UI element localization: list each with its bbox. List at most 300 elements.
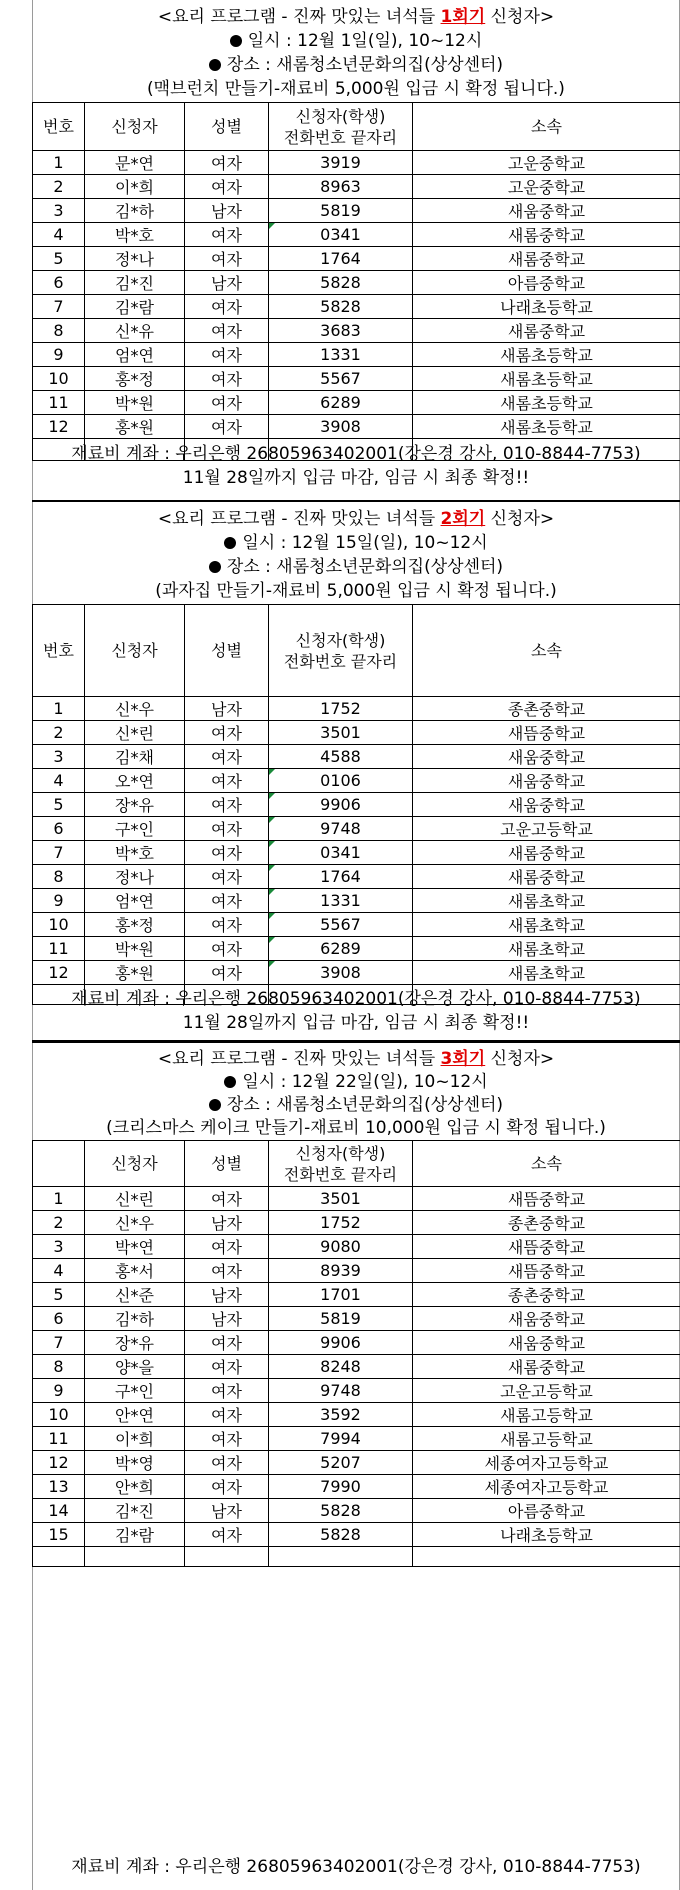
cell-number[interactable]: 8 (33, 865, 85, 889)
table-row (33, 961, 680, 985)
table-row (33, 1211, 680, 1235)
cell-gender[interactable]: 여자 (185, 721, 269, 745)
cell-phone[interactable]: 5567 (269, 913, 413, 937)
cell-affiliation[interactable]: 새움중학교 (413, 1307, 680, 1331)
cell-number[interactable]: 11 (33, 937, 85, 961)
cell-applicant[interactable]: 안*연 (85, 1403, 185, 1427)
cell-gender[interactable]: 여자 (185, 1451, 269, 1475)
date-text: 일시 : 12월 1일(일), 10~12시 (247, 31, 483, 51)
cell-affiliation[interactable]: 새롬중학교 (413, 223, 680, 247)
cell-gender[interactable]: 여자 (185, 793, 269, 817)
table-row (33, 1427, 680, 1451)
table-row (33, 1451, 680, 1475)
cell-gender[interactable]: 여자 (185, 343, 269, 367)
session-number-highlight: 1회기 (440, 7, 486, 27)
cell-number[interactable]: 4 (33, 769, 85, 793)
table-row (33, 1283, 680, 1307)
place-text: 장소 : 새롬청소년문화의집(상상센터) (226, 557, 504, 577)
cell-number[interactable]: 9 (33, 343, 85, 367)
cell-gender[interactable]: 여자 (185, 1475, 269, 1499)
cell-applicant[interactable]: 이*희 (85, 1427, 185, 1451)
cell-number[interactable]: 12 (33, 1451, 85, 1475)
table-blank-row (33, 1547, 680, 1567)
cell-applicant[interactable]: 홍*원 (85, 415, 185, 439)
cell-gender[interactable]: 여자 (185, 745, 269, 769)
cell-number[interactable]: 12 (33, 415, 85, 439)
session-number-highlight: 3회기 (440, 1049, 486, 1069)
cell-gender[interactable]: 여자 (185, 1235, 269, 1259)
cell-applicant[interactable]: 정*나 (85, 865, 185, 889)
cell-number[interactable]: 1 (33, 1187, 85, 1211)
date-text: 일시 : 12월 15일(일), 10~12시 (242, 533, 488, 553)
cell-phone[interactable]: 5828 (269, 295, 413, 319)
cell-affiliation[interactable]: 고운고등학교 (413, 817, 680, 841)
cell-empty[interactable] (269, 1547, 413, 1567)
cell-gender[interactable]: 여자 (185, 223, 269, 247)
cell-applicant[interactable]: 박*원 (85, 391, 185, 415)
cell-applicant[interactable]: 신*유 (85, 319, 185, 343)
cell-affiliation[interactable]: 새움중학교 (413, 745, 680, 769)
cell-phone[interactable]: 5828 (269, 271, 413, 295)
cell-number[interactable]: 2 (33, 1211, 85, 1235)
cell-affiliation[interactable]: 새롬초학교 (413, 889, 680, 913)
account-info: 재료비 계좌 : 우리은행 26805963402001(강은경 강사, 010-8844-7753) (71, 444, 641, 464)
cell-applicant[interactable]: 정*나 (85, 247, 185, 271)
cell-applicant[interactable]: 김*하 (85, 1307, 185, 1331)
cell-phone[interactable]: 5819 (269, 199, 413, 223)
cell-phone[interactable]: 9906 (269, 1331, 413, 1355)
table-row (33, 319, 680, 343)
cell-number[interactable]: 3 (33, 745, 85, 769)
cell-gender[interactable]: 여자 (185, 415, 269, 439)
header-number[interactable]: 번호 (33, 605, 85, 697)
cell-phone[interactable]: 5567 (269, 367, 413, 391)
table-row (33, 1499, 680, 1523)
table-row (33, 1187, 680, 1211)
cell-number[interactable]: 1 (33, 697, 85, 721)
cell-affiliation[interactable]: 종촌중학교 (413, 697, 680, 721)
payment-deadline: 11월 28일까지 입금 마감, 임금 시 최종 확정!! (182, 1013, 530, 1033)
cell-applicant[interactable]: 신*린 (85, 1187, 185, 1211)
session-date (32, 530, 680, 556)
cell-phone[interactable]: 0341 (269, 841, 413, 865)
cell-gender[interactable]: 여자 (185, 175, 269, 199)
cell-affiliation[interactable]: 새뜸중학교 (413, 721, 680, 745)
cell-number[interactable]: 3 (33, 1235, 85, 1259)
table-row (33, 1259, 680, 1283)
header-phone-line1: 신청자(학생) (295, 106, 386, 126)
payment-deadline: 11월 28일까지 입금 마감, 임금 시 최종 확정!! (182, 468, 530, 488)
cell-number[interactable]: 1 (33, 151, 85, 175)
cell-phone[interactable]: 3683 (269, 319, 413, 343)
header-applicant[interactable]: 신청자 (85, 1141, 185, 1187)
cell-applicant[interactable]: 김*람 (85, 1523, 185, 1547)
cell-empty[interactable] (413, 1547, 680, 1567)
cell-number[interactable]: 10 (33, 913, 85, 937)
header-phone-line2: 전화번호 끝자리 (283, 127, 398, 147)
table-row (33, 1523, 680, 1547)
header-affiliation[interactable]: 소속 (413, 103, 680, 151)
cell-number[interactable]: 13 (33, 1475, 85, 1499)
header-number[interactable] (33, 1141, 85, 1187)
cell-affiliation[interactable]: 새롬초학교 (413, 913, 680, 937)
header-phone[interactable] (269, 1141, 413, 1187)
cell-gender[interactable]: 여자 (185, 937, 269, 961)
cell-gender[interactable]: 여자 (185, 1379, 269, 1403)
cell-applicant[interactable]: 홍*정 (85, 913, 185, 937)
bullet-icon (230, 35, 242, 47)
session-number-highlight: 2회기 (440, 509, 486, 529)
cell-gender[interactable]: 여자 (185, 841, 269, 865)
cell-gender[interactable]: 남자 (185, 1307, 269, 1331)
cell-gender[interactable]: 여자 (185, 391, 269, 415)
cell-phone[interactable]: 1752 (269, 1211, 413, 1235)
session-note: (크리스마스 케이크 만들기-재료비 10,000원 입금 시 확정 됩니다.) (106, 1118, 606, 1138)
cell-number[interactable]: 9 (33, 1379, 85, 1403)
cell-applicant[interactable]: 박*호 (85, 841, 185, 865)
cell-gender[interactable]: 여자 (185, 1187, 269, 1211)
cell-affiliation[interactable]: 고운중학교 (413, 175, 680, 199)
cell-affiliation[interactable]: 종촌중학교 (413, 1283, 680, 1307)
bullet-icon (224, 1076, 236, 1088)
cell-applicant[interactable]: 박*연 (85, 1235, 185, 1259)
cell-gender[interactable]: 여자 (185, 1403, 269, 1427)
cell-gender[interactable]: 남자 (185, 199, 269, 223)
cell-applicant[interactable]: 구*인 (85, 817, 185, 841)
title-suffix: 신청자> (485, 1049, 555, 1069)
header-phone-line2: 전화번호 끝자리 (283, 1164, 398, 1184)
place-text: 장소 : 새롬청소년문화의집(상상센터) (226, 1095, 504, 1115)
cell-phone[interactable]: 0341 (269, 223, 413, 247)
cell-affiliation[interactable]: 새롬고등학교 (413, 1427, 680, 1451)
cell-affiliation[interactable]: 새롬초등학교 (413, 367, 680, 391)
cell-phone[interactable]: 3501 (269, 1187, 413, 1211)
cell-phone[interactable]: 1701 (269, 1283, 413, 1307)
cell-applicant[interactable]: 이*희 (85, 175, 185, 199)
cell-affiliation[interactable]: 새움중학교 (413, 769, 680, 793)
cell-affiliation[interactable]: 새롬초학교 (413, 961, 680, 985)
cell-phone[interactable]: 8939 (269, 1259, 413, 1283)
table-header-row (33, 103, 680, 151)
place-text: 장소 : 새롬청소년문화의집(상상센터) (226, 55, 504, 75)
cell-phone[interactable]: 3908 (269, 961, 413, 985)
table-row (33, 415, 680, 439)
header-phone-line1: 신청자(학생) (295, 1143, 386, 1163)
table-row (33, 199, 680, 223)
header-applicant[interactable]: 신청자 (85, 605, 185, 697)
table-row (33, 391, 680, 415)
table-row (33, 271, 680, 295)
cell-affiliation[interactable]: 새롬초학교 (413, 937, 680, 961)
cell-empty[interactable] (33, 1547, 85, 1567)
cell-applicant[interactable]: 엄*연 (85, 889, 185, 913)
bullet-icon (209, 59, 221, 71)
cell-affiliation[interactable]: 새뜸중학교 (413, 1235, 680, 1259)
table-row (33, 295, 680, 319)
cell-number[interactable]: 11 (33, 391, 85, 415)
cell-phone[interactable]: 9906 (269, 793, 413, 817)
cell-affiliation[interactable]: 새움중학교 (413, 793, 680, 817)
cell-applicant[interactable]: 김*진 (85, 1499, 185, 1523)
table-row (33, 151, 680, 175)
table-row (33, 1235, 680, 1259)
cell-applicant[interactable]: 신*우 (85, 1211, 185, 1235)
cell-gender[interactable]: 여자 (185, 319, 269, 343)
header-phone-line2: 전화번호 끝자리 (283, 651, 398, 671)
table-row (33, 913, 680, 937)
cell-phone[interactable]: 1764 (269, 865, 413, 889)
cell-empty[interactable] (185, 1547, 269, 1567)
cell-affiliation[interactable]: 새롬중학교 (413, 841, 680, 865)
table-row (33, 367, 680, 391)
cell-number[interactable]: 12 (33, 961, 85, 985)
cell-gender[interactable]: 남자 (185, 1211, 269, 1235)
cell-empty[interactable] (85, 1547, 185, 1567)
cell-gender[interactable]: 여자 (185, 913, 269, 937)
cell-phone[interactable]: 3908 (269, 415, 413, 439)
cell-gender[interactable]: 여자 (185, 1355, 269, 1379)
cell-affiliation[interactable]: 새롬초등학교 (413, 343, 680, 367)
cell-phone[interactable]: 6289 (269, 937, 413, 961)
cell-phone[interactable]: 1331 (269, 343, 413, 367)
cell-number[interactable]: 11 (33, 1427, 85, 1451)
cell-number[interactable]: 15 (33, 1523, 85, 1547)
cell-gender[interactable]: 여자 (185, 295, 269, 319)
session-note: (맥브런치 만들기-재료비 5,000원 입금 시 확정 됩니다.) (147, 79, 565, 99)
cell-number[interactable]: 9 (33, 889, 85, 913)
cell-applicant[interactable]: 양*을 (85, 1355, 185, 1379)
header-affiliation[interactable]: 소속 (413, 1141, 680, 1187)
cell-applicant[interactable]: 박*원 (85, 937, 185, 961)
header-gender[interactable]: 성별 (185, 103, 269, 151)
table-row (33, 1403, 680, 1427)
cell-affiliation[interactable]: 세종여자고등학교 (413, 1451, 680, 1475)
cell-number[interactable]: 2 (33, 175, 85, 199)
cell-affiliation[interactable]: 새움중학교 (413, 199, 680, 223)
account-info: 재료비 계좌 : 우리은행 26805963402001(강은경 강사, 010-8844-7753) (71, 1857, 641, 1877)
cell-gender[interactable]: 여자 (185, 889, 269, 913)
header-number[interactable]: 번호 (33, 103, 85, 151)
cell-number[interactable]: 5 (33, 247, 85, 271)
cell-gender[interactable]: 남자 (185, 1499, 269, 1523)
cell-applicant[interactable]: 김*진 (85, 271, 185, 295)
cell-gender[interactable]: 남자 (185, 1283, 269, 1307)
cell-applicant[interactable]: 박*영 (85, 1451, 185, 1475)
cell-gender[interactable]: 여자 (185, 769, 269, 793)
cell-phone[interactable]: 9748 (269, 817, 413, 841)
title-prefix: <요리 프로그램 - 진짜 맛있는 녀석들 (157, 509, 441, 529)
cell-affiliation[interactable]: 새움중학교 (413, 1331, 680, 1355)
applicant-table (32, 1140, 680, 1567)
cell-applicant[interactable]: 박*호 (85, 223, 185, 247)
applicant-table (32, 102, 680, 461)
bullet-icon (209, 561, 221, 573)
session-title (32, 506, 680, 532)
cell-phone[interactable]: 5207 (269, 1451, 413, 1475)
table-header-row (33, 1141, 680, 1187)
table-row (33, 745, 680, 769)
session-place (32, 52, 680, 78)
session-title (32, 4, 680, 30)
cell-applicant[interactable]: 홍*서 (85, 1259, 185, 1283)
cell-gender[interactable]: 여자 (185, 367, 269, 391)
cell-applicant[interactable]: 장*유 (85, 793, 185, 817)
cell-affiliation[interactable]: 새롬중학교 (413, 319, 680, 343)
cell-number[interactable]: 5 (33, 793, 85, 817)
header-phone[interactable] (269, 605, 413, 697)
cell-gender[interactable]: 여자 (185, 865, 269, 889)
cell-gender[interactable]: 남자 (185, 697, 269, 721)
cell-phone[interactable]: 3592 (269, 1403, 413, 1427)
table-row (33, 793, 680, 817)
cell-phone[interactable]: 6289 (269, 391, 413, 415)
cell-number[interactable]: 10 (33, 367, 85, 391)
cell-number[interactable]: 6 (33, 817, 85, 841)
cell-phone[interactable]: 1752 (269, 697, 413, 721)
cell-affiliation[interactable]: 새롬중학교 (413, 247, 680, 271)
cell-gender[interactable]: 여자 (185, 247, 269, 271)
table-row (33, 841, 680, 865)
table-header-row (33, 605, 680, 697)
table-row (33, 175, 680, 199)
header-gender[interactable]: 성별 (185, 1141, 269, 1187)
bullet-icon (209, 1099, 221, 1111)
cell-applicant[interactable]: 신*린 (85, 721, 185, 745)
table-row (33, 769, 680, 793)
session-date (32, 28, 680, 54)
cell-affiliation[interactable]: 고운고등학교 (413, 1379, 680, 1403)
cell-number[interactable]: 3 (33, 199, 85, 223)
cell-affiliation[interactable]: 새뜸중학교 (413, 1187, 680, 1211)
cell-applicant[interactable]: 엄*연 (85, 343, 185, 367)
cell-phone[interactable]: 1764 (269, 247, 413, 271)
table-row (33, 1475, 680, 1499)
table-row (33, 817, 680, 841)
table-row (33, 1307, 680, 1331)
cell-affiliation[interactable]: 새롬중학교 (413, 865, 680, 889)
cell-applicant[interactable]: 김*하 (85, 199, 185, 223)
cell-applicant[interactable]: 장*유 (85, 1331, 185, 1355)
date-text: 일시 : 12월 22일(일), 10~12시 (242, 1072, 488, 1092)
table-row (33, 889, 680, 913)
cell-affiliation[interactable]: 새롬고등학교 (413, 1403, 680, 1427)
cell-applicant[interactable]: 신*우 (85, 697, 185, 721)
cell-affiliation[interactable]: 세종여자고등학교 (413, 1475, 680, 1499)
cell-phone[interactable]: 8963 (269, 175, 413, 199)
cell-number[interactable]: 6 (33, 271, 85, 295)
cell-affiliation[interactable]: 새뜸중학교 (413, 1259, 680, 1283)
cell-number[interactable]: 6 (33, 1307, 85, 1331)
cell-affiliation[interactable]: 새롬중학교 (413, 1355, 680, 1379)
header-gender[interactable]: 성별 (185, 605, 269, 697)
header-phone[interactable] (269, 103, 413, 151)
table-row (33, 1331, 680, 1355)
cell-affiliation[interactable]: 나래초등학교 (413, 295, 680, 319)
cell-applicant[interactable]: 신*준 (85, 1283, 185, 1307)
applicant-table (32, 604, 680, 1005)
cell-gender[interactable]: 여자 (185, 817, 269, 841)
cell-number[interactable]: 7 (33, 1331, 85, 1355)
session-place (32, 554, 680, 580)
cell-number[interactable]: 4 (33, 1259, 85, 1283)
cell-phone[interactable]: 0106 (269, 769, 413, 793)
cell-applicant[interactable]: 구*인 (85, 1379, 185, 1403)
cell-number[interactable]: 7 (33, 841, 85, 865)
session-note: (과자집 만들기-재료비 5,000원 입금 시 확정 됩니다.) (155, 581, 557, 601)
cell-gender[interactable]: 여자 (185, 1427, 269, 1451)
cell-number[interactable]: 10 (33, 1403, 85, 1427)
cell-applicant[interactable]: 오*연 (85, 769, 185, 793)
cell-gender[interactable]: 여자 (185, 1331, 269, 1355)
cell-affiliation[interactable]: 아름중학교 (413, 1499, 680, 1523)
table-row (33, 1355, 680, 1379)
cell-phone[interactable]: 1331 (269, 889, 413, 913)
cell-number[interactable]: 2 (33, 721, 85, 745)
cell-phone[interactable]: 9748 (269, 1379, 413, 1403)
cell-affiliation[interactable]: 고운중학교 (413, 151, 680, 175)
cell-gender[interactable]: 여자 (185, 1259, 269, 1283)
cell-affiliation[interactable]: 아름중학교 (413, 271, 680, 295)
cell-number[interactable]: 7 (33, 295, 85, 319)
cell-applicant[interactable]: 문*연 (85, 151, 185, 175)
cell-phone[interactable]: 8248 (269, 1355, 413, 1379)
cell-number[interactable]: 4 (33, 223, 85, 247)
table-row (33, 697, 680, 721)
cell-affiliation[interactable]: 종촌중학교 (413, 1211, 680, 1235)
cell-number[interactable]: 14 (33, 1499, 85, 1523)
cell-number[interactable]: 8 (33, 319, 85, 343)
title-suffix: 신청자> (485, 509, 555, 529)
cell-affiliation[interactable]: 새롬초등학교 (413, 391, 680, 415)
table-row (33, 937, 680, 961)
cell-phone[interactable]: 9080 (269, 1235, 413, 1259)
cell-phone[interactable]: 5828 (269, 1499, 413, 1523)
bullet-icon (224, 537, 236, 549)
header-applicant[interactable]: 신청자 (85, 103, 185, 151)
table-row (33, 223, 680, 247)
cell-phone[interactable]: 7990 (269, 1475, 413, 1499)
cell-gender[interactable]: 남자 (185, 271, 269, 295)
cell-gender[interactable]: 여자 (185, 961, 269, 985)
cell-phone[interactable]: 4588 (269, 745, 413, 769)
cell-applicant[interactable]: 안*희 (85, 1475, 185, 1499)
account-info: 재료비 계좌 : 우리은행 26805963402001(강은경 강사, 010-8844-7753) (71, 989, 641, 1009)
table-row (33, 343, 680, 367)
cell-affiliation[interactable]: 새롬초등학교 (413, 415, 680, 439)
cell-phone[interactable]: 7994 (269, 1427, 413, 1451)
cell-applicant[interactable]: 홍*원 (85, 961, 185, 985)
cell-number[interactable]: 5 (33, 1283, 85, 1307)
cell-applicant[interactable]: 홍*정 (85, 367, 185, 391)
cell-applicant[interactable]: 김*채 (85, 745, 185, 769)
cell-phone[interactable]: 3501 (269, 721, 413, 745)
header-affiliation[interactable]: 소속 (413, 605, 680, 697)
spreadsheet-sheet (32, 0, 680, 1890)
cell-affiliation[interactable]: 나래초등학교 (413, 1523, 680, 1547)
cell-applicant[interactable]: 김*람 (85, 295, 185, 319)
cell-gender[interactable]: 여자 (185, 1523, 269, 1547)
title-prefix: <요리 프로그램 - 진짜 맛있는 녀석들 (157, 7, 441, 27)
cell-phone[interactable]: 5819 (269, 1307, 413, 1331)
cell-phone[interactable]: 5828 (269, 1523, 413, 1547)
cell-gender[interactable]: 여자 (185, 151, 269, 175)
title-prefix: <요리 프로그램 - 진짜 맛있는 녀석들 (157, 1049, 441, 1069)
cell-number[interactable]: 8 (33, 1355, 85, 1379)
table-row (33, 721, 680, 745)
table-row (33, 247, 680, 271)
cell-phone[interactable]: 3919 (269, 151, 413, 175)
title-suffix: 신청자> (485, 7, 555, 27)
